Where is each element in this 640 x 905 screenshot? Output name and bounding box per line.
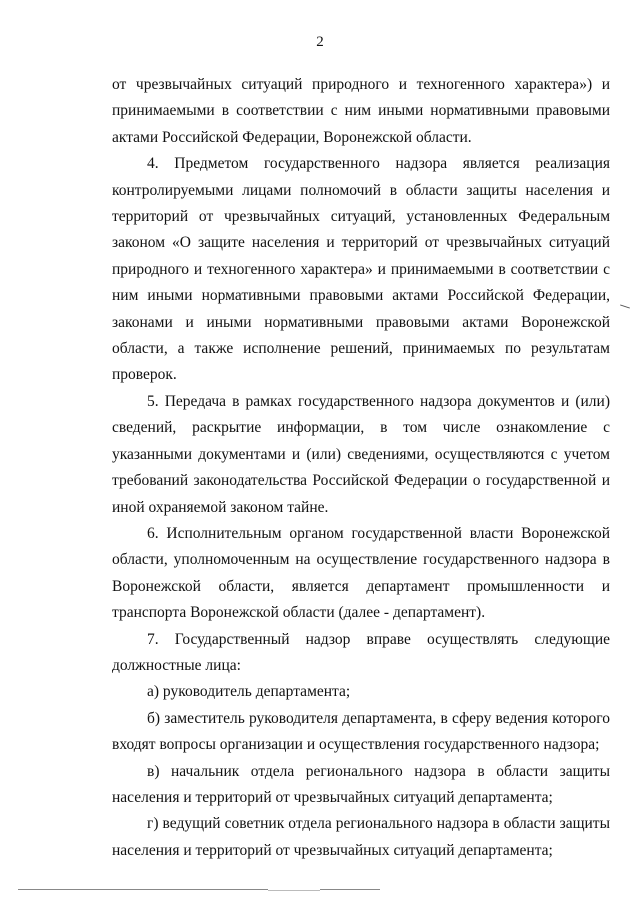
bottom-scan-line xyxy=(18,889,268,890)
list-item-a: а) руководитель департамента; xyxy=(147,683,351,701)
paragraph-item-5: 5. Передача в рамках государственного надзора документов и (или) сведений, раскрытие информации, в том числе ознакомление с указанными документами и (или) сведениями, осуществляются с учетом требований законодательства Российской Федерации о государственной и иной охраняемой законом тайне. xyxy=(112,392,610,516)
list-item-v: в) начальник отдела регионального надзора в области защиты населения и территорий от чрезвычайных ситуаций департамента; xyxy=(112,762,610,806)
list-item-b: б) заместитель руководителя департамента, в сферу ведения которого входят вопросы организации и осуществления государственного надзора; xyxy=(112,709,610,754)
page-number: 2 xyxy=(316,34,324,50)
bottom-scan-line-end xyxy=(320,889,380,890)
list-item-g: г) ведущий советник отдела регионального надзора в области защиты населения и территорий от чрезвычайных ситуаций департамента; xyxy=(112,815,610,859)
paragraph-item-7: 7. Государственный надзор вправе осуществлять следующие должностные лица: xyxy=(112,630,610,674)
bottom-scan-line-faint xyxy=(268,890,320,891)
paragraph-item-6: 6. Исполнительным органом государственной власти Воронежской области, уполномоченным на осуществление государственного надзора в Воронежской области, является департамент промышленности и транспорта Воронежской области (далее - департамент). xyxy=(112,524,610,622)
paragraph-item-4: 4. Предметом государственного надзора является реализация контролируемыми лицами полномочий в области защиты населения и территорий от чрезвычайных ситуаций, установленных Федеральным законом «О защите населения и территорий от чрезвычайных ситуаций природного и техногенного характера» и принимаемыми в соответствии с ним иными нормативными правовыми актами Российской Федерации, законами и иными нормативными правовыми актами Воронежской области, а также исполнение решений, принимаемых по результатам проверок. xyxy=(112,155,610,384)
document-body xyxy=(112,72,610,864)
paragraph-continuation: от чрезвычайных ситуаций природного и техногенного характера») и принимаемыми в соответствии с ним иными нормативными правовыми актами Российской Федерации, Воронежской области. xyxy=(112,76,610,146)
margin-scan-mark xyxy=(620,304,630,308)
